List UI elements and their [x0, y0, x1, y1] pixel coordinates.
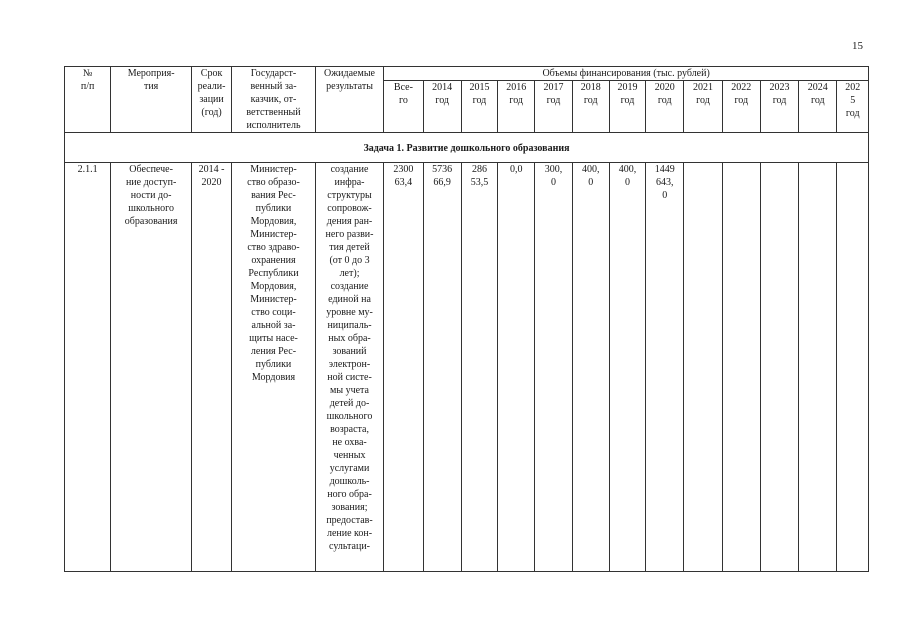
row-event: Обеспече- ние доступ- ности до- школьного образования	[111, 163, 192, 572]
header-year: 2020 год	[646, 81, 684, 133]
header-year: 2023 год	[760, 81, 798, 133]
row-value-2016: 0,0	[498, 163, 535, 572]
header-year: 2021 год	[684, 81, 722, 133]
row-results: создание инфра- структуры сопровож- дения ран- него разви- тия детей (от 0 до 3 лет); создание единой на уровне му- ниципаль- ных обра- зований электрон- ной систе- мы учета детей до- школьного возраста, не охва- ченных услугами дошколь- ного обра- зования; предостав- ление кон- сультаци-	[315, 163, 383, 572]
row-value-2024	[799, 163, 837, 572]
header-year: 202 5 год	[837, 81, 869, 133]
row-value-2022	[722, 163, 760, 572]
row-value-2015: 286 53,5	[461, 163, 497, 572]
table-row	[65, 163, 869, 572]
row-value-2020: 1449 643, 0	[646, 163, 684, 572]
row-value-2023	[760, 163, 798, 572]
header-year: 2014 год	[423, 81, 461, 133]
row-customer: Министер- ство образо- вания Рес- публики Мордовия, Министер- ство здраво- охранения Республики Мордовия, Министер- ство соци- альной за- щиты насе- ления Рес- публики Мордовия	[232, 163, 316, 572]
task-title: Задача 1. Развитие дошкольного образования	[65, 133, 869, 163]
header-event: Мероприя- тия	[111, 67, 192, 133]
page-number: 15	[852, 40, 863, 52]
row-value-total: 2300 63,4	[384, 163, 423, 572]
header-funding: Объемы финансирования (тыс. рублей)	[384, 67, 869, 81]
header-year: Все- го	[384, 81, 423, 133]
header-year: 2017 год	[535, 81, 572, 133]
row-num: 2.1.1	[65, 163, 111, 572]
header-year: 2019 год	[609, 81, 645, 133]
header-year: 2024 год	[799, 81, 837, 133]
program-table	[64, 66, 869, 572]
row-term: 2014 - 2020	[191, 163, 231, 572]
row-value-2018: 400, 0	[572, 163, 609, 572]
header-year: 2018 год	[572, 81, 609, 133]
row-value-2021	[684, 163, 722, 572]
row-value-2014: 5736 66,9	[423, 163, 461, 572]
header-year: 2015 год	[461, 81, 497, 133]
header-year: 2022 год	[722, 81, 760, 133]
row-value-2019: 400, 0	[609, 163, 645, 572]
header-customer: Государст- венный за- казчик, от- ветственный исполнитель	[232, 67, 316, 133]
header-term: Срок реали- зации (год)	[191, 67, 231, 133]
row-value-2017: 300, 0	[535, 163, 572, 572]
header-year: 2016 год	[498, 81, 535, 133]
header-num: № п/п	[65, 67, 111, 133]
row-value-2025	[837, 163, 869, 572]
header-results: Ожидаемые результаты	[315, 67, 383, 133]
